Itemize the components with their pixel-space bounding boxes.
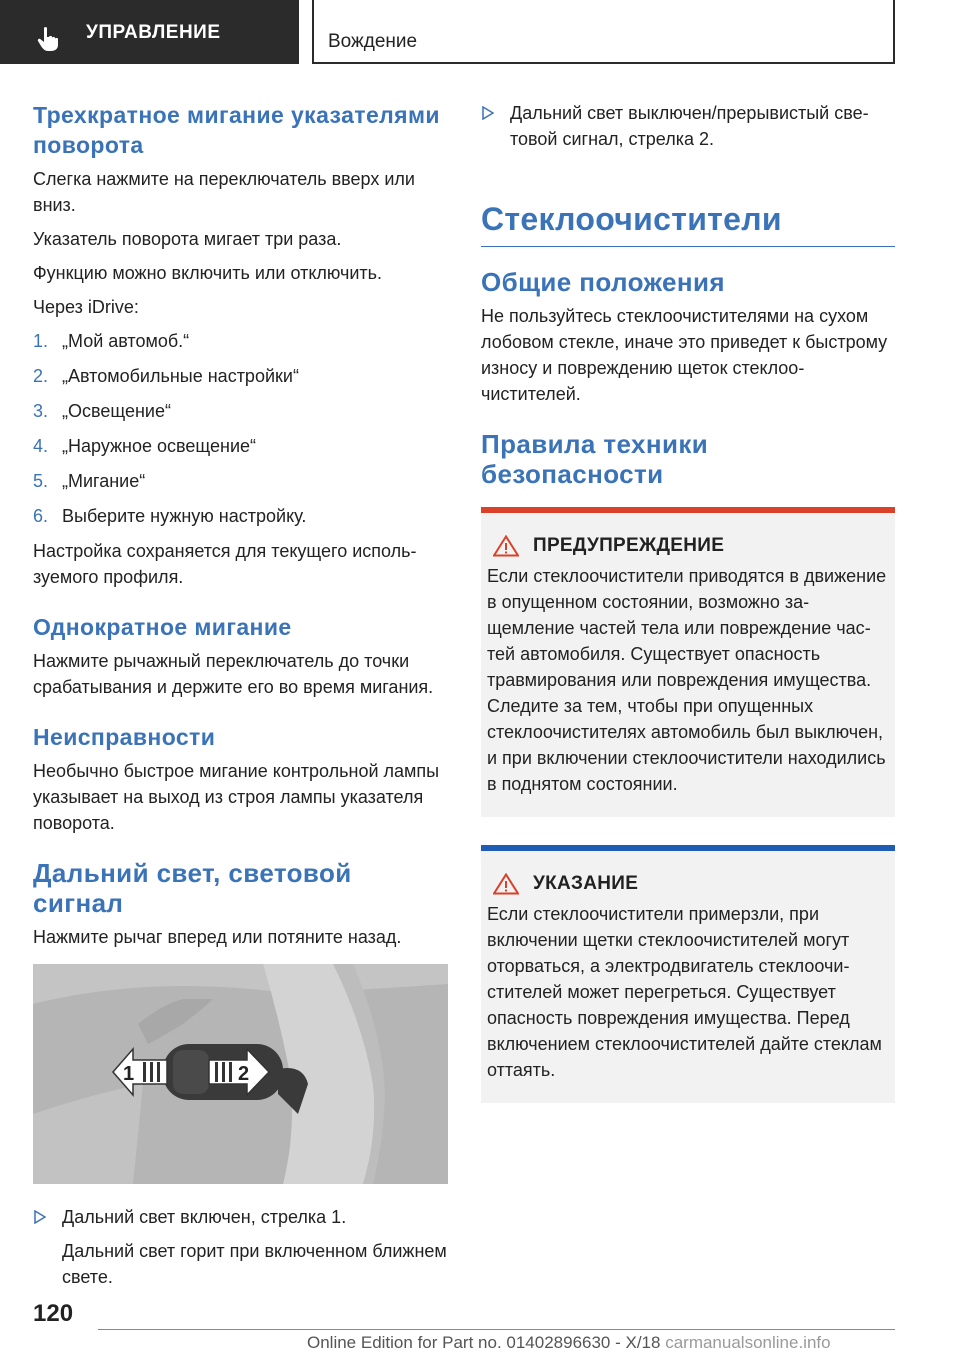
- left-column: [33, 100, 448, 1290]
- arrow-1-label: 1: [123, 1063, 135, 1085]
- right-column: [481, 100, 895, 1103]
- step-number: 2.: [33, 366, 49, 386]
- warning-text: Если стеклоочистители приводятся в движение в опущенном состоянии, возможно защемление частей тела или повреждение частей автомобиля. Существует опасность травмирования или повреждения имущества. Следите за тем, чтобы при опущенных стеклоочистителях автомобиль был выключен, и при включении стеклоочистители находились в поднятом состоянии.: [487, 566, 887, 794]
- paragraph: Настройка сохраняется для текущего используемого профиля.: [33, 541, 417, 587]
- page-number: 120: [33, 1300, 74, 1327]
- idrive-steps: [33, 328, 448, 529]
- chapter-title: Вождение: [328, 31, 418, 52]
- step-text: Выберите нужную настройку.: [62, 506, 307, 526]
- stalk-illustration: [33, 964, 448, 1184]
- paragraph: Указатель поворота мигает три раза.: [33, 229, 342, 249]
- list-item: [33, 503, 448, 529]
- step-number: 5.: [33, 471, 49, 491]
- step-number: 6.: [33, 506, 49, 526]
- paragraph: Не пользуйтесь стеклоочистителями на сухом лобовом стекле, иначе это приведет к быстрому износу и повреждению щеток стеклоочистителей.: [481, 306, 888, 404]
- triangle-bullet-icon: [482, 106, 494, 120]
- step-text: „Освещение“: [62, 401, 171, 421]
- bullet-item: [33, 1204, 448, 1230]
- list-item: [33, 468, 448, 494]
- paragraph: Необычно быстрое мигание контрольной лампы указывает на выход из строя лампы указателя поворота.: [33, 761, 440, 833]
- notice-triangle-icon: [493, 873, 519, 895]
- bullet-note: Дальний свет горит при включенном ближнем свете.: [62, 1241, 447, 1287]
- step-text: „Мой автомоб.“: [62, 331, 190, 351]
- note-box: [481, 845, 895, 1103]
- footer-edition: [307, 1333, 831, 1353]
- paragraph: Слегка нажмите на переключатель вверх или вниз.: [33, 169, 415, 215]
- heading-triple-blink: Трехкратное мигание указателями поворота: [33, 102, 440, 158]
- hand-pointer-icon: [36, 26, 64, 52]
- section-header: [0, 0, 299, 64]
- heading-safety: Правила техники безопасности: [481, 429, 709, 489]
- chapter-header: [312, 0, 895, 64]
- list-item: [33, 328, 448, 354]
- list-item: [33, 433, 448, 459]
- heading-faults: Неисправности: [33, 724, 216, 750]
- triangle-bullet-icon: [34, 1210, 46, 1224]
- bullet-item: [481, 100, 895, 152]
- step-number: 1.: [33, 331, 49, 351]
- heading-general: Общие положения: [481, 267, 725, 297]
- arrow-2-label: 2: [238, 1063, 250, 1085]
- heading-wipers: Стеклоочистители: [481, 200, 895, 247]
- warning-title: ПРЕДУПРЕЖДЕНИЕ: [533, 535, 725, 556]
- edition-text: Online Edition for Part no. 01402896630 - X/18: [307, 1333, 661, 1352]
- step-number: 4.: [33, 436, 49, 456]
- paragraph: Нажмите рычаг вперед или потяните назад.: [33, 927, 402, 947]
- heading-single-blink: Однократное мигание: [33, 614, 292, 640]
- list-item: [33, 398, 448, 424]
- step-number: 3.: [33, 401, 49, 421]
- warning-box: [481, 507, 895, 817]
- footer-divider: [98, 1329, 895, 1330]
- stalk-drawing: [33, 964, 448, 1184]
- warning-triangle-icon: [493, 535, 519, 557]
- list-item: [33, 363, 448, 389]
- section-title: УПРАВЛЕНИЕ: [86, 22, 221, 43]
- step-text: „Наружное освещение“: [62, 436, 257, 456]
- paragraph: Через iDrive:: [33, 297, 139, 317]
- note-text: Если стеклоочистители примерзли, при включении щетки стеклоочистителей могут оторваться, а электродвигатель стеклоочистителей может перегреться. Существует опасность повреждения имущества. Перед включением стеклоочистителей дайте стеклам оттаять.: [487, 904, 882, 1080]
- paragraph: Нажмите рычажный переключатель до точки срабатывания и держите его во время мигания.: [33, 651, 434, 697]
- paragraph: Функцию можно включить или отключить.: [33, 263, 383, 283]
- watermark-text: carmanualsonline.info: [665, 1333, 831, 1352]
- bullet-text: Дальний свет выключен/прерывистый световой сигнал, стрелка 2.: [510, 103, 869, 149]
- note-title: УКАЗАНИЕ: [533, 873, 639, 894]
- step-text: „Мигание“: [62, 471, 146, 491]
- step-text: „Автомобильные настройки“: [62, 366, 299, 386]
- bullet-text: Дальний свет включен, стрелка 1.: [62, 1207, 347, 1227]
- heading-high-beam: Дальний свет, световой сигнал: [33, 858, 352, 918]
